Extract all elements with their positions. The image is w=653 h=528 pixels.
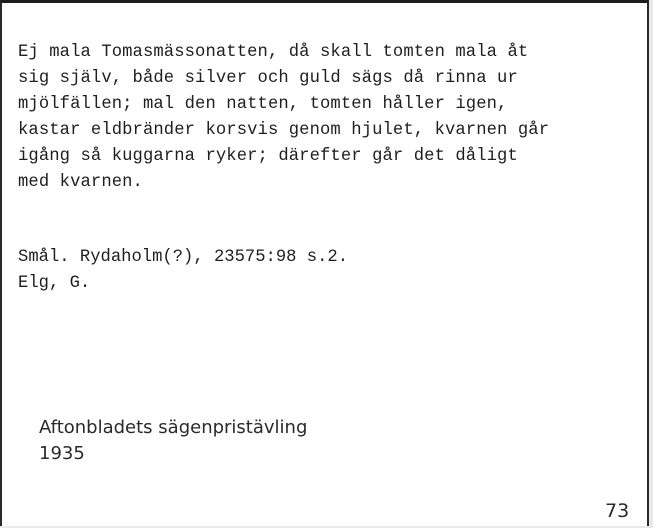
source-location-line: Smål. Rydaholm(?), 23575:98 s.2.	[18, 248, 349, 267]
legend-line: igång så kuggarna ryker; därefter går det dåligt	[18, 147, 518, 166]
legend-line: kastar eldbränder korsvis genom hjulet, kvarnen går	[18, 121, 550, 140]
stamp-line-title: Aftonbladets sägenpristävling	[39, 417, 308, 438]
legend-line: Ej mala Tomasmässonatten, då skall tomten mala åt	[18, 43, 529, 62]
legend-text	[18, 40, 549, 196]
page-number: 73	[605, 500, 630, 522]
legend-line: med kvarnen.	[18, 173, 143, 192]
source-collector-line: Elg, G.	[18, 274, 91, 293]
stamp-line-year: 1935	[39, 443, 85, 464]
legend-line: mjölfällen; mal den natten, tomten håller igen,	[18, 95, 508, 114]
legend-line: sig själv, både silver och guld sägs då rinna ur	[18, 69, 518, 88]
source-reference	[18, 245, 348, 297]
competition-stamp	[39, 415, 307, 467]
